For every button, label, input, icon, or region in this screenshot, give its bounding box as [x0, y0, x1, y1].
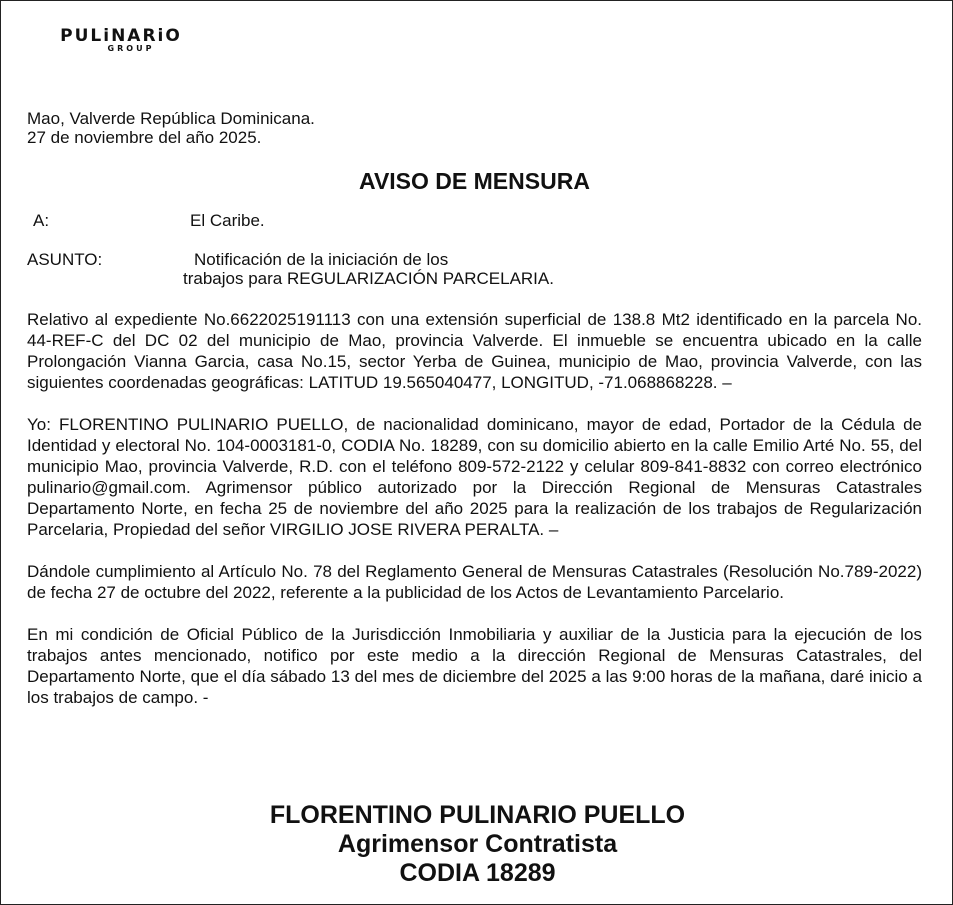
addressee-row	[27, 211, 922, 231]
logo-wordmark: PULiNARiO	[60, 26, 182, 46]
paragraph-regulation: Dándole cumplimiento al Artículo No. 78 del Reglamento General de Mensuras Catastrales (Resolución No.789-2022) de fecha 27 de octubre del 2022, referente a la publicidad de los Actos de Levantamiento Parcelario.	[27, 562, 922, 602]
subject-line-2: trabajos para REGULARIZACIÓN PARCELARIA.	[183, 269, 554, 288]
company-logo	[41, 27, 201, 53]
addressee-label: A:	[33, 211, 50, 230]
paragraph-surveyor: Yo: FLORENTINO PULINARIO PUELLO, de nacionalidad dominicano, mayor de edad, Portador de la Cédula de Identidad y electoral No. 104-0003181-0, CODIA No. 18289, con su domicilio abierto en la calle Emilio Arté No. 55, del municipio Mao, provincia Valverde, R.D. con el teléfono 809-572-2122 y celular 809-841-8832 con correo electrónico pulinario@gmail.com. Agrimensor público autorizado por la Dirección Regional de Mensuras Catastrales Departamento Norte, en fecha 25 de noviembre del año 2025 para la realización de los trabajos de Regularización Parcelaria, Propiedad del señor VIRGILIO JOSE RIVERA PERALTA. –	[27, 415, 922, 539]
paragraph-expediente: Relativo al expediente No.6622025191113 con una extensión superficial de 138.8 Mt2 identificado en la parcela No. 44-REF-C del DC 02 del municipio de Mao, provincia Valverde. El inmueble se encuentra ubicado en la calle Prolongación Vianna Garcia, casa No.15, sector Yerba de Guinea, municipio de Mao, provincia Valverde, con las siguientes coordenadas geográficas: LATITUD 19.565040477, LONGITUD, -71.068868228. –	[27, 310, 922, 392]
subject-line-1: Notificación de la iniciación de los	[194, 250, 449, 269]
date-line: 27 de noviembre del año 2025.	[27, 128, 262, 147]
notice-body	[27, 109, 922, 729]
logo-subtitle: GROUP	[107, 44, 155, 53]
place-line: Mao, Valverde República Dominicana.	[27, 109, 315, 128]
addressee-value: El Caribe.	[190, 211, 265, 230]
signature-codia: CODIA 18289	[399, 859, 556, 887]
subject-label: ASUNTO:	[27, 250, 103, 269]
notice-title: AVISO DE MENSURA	[359, 168, 590, 194]
signature-name: FLORENTINO PULINARIO PUELLO	[269, 801, 686, 829]
signature-role: Agrimensor Contratista	[337, 830, 618, 858]
paragraph-notification: En mi condición de Oficial Público de la Jurisdicción Inmobiliaria y auxiliar de la Justicia para la ejecución de los trabajos antes mencionado, notifico por este medio a la dirección Regional de Mensuras Catastrales, del Departamento Norte, que el día sábado 13 del mes de diciembre del 2025 a las 9:00 horas de la mañana, daré inicio a los trabajos de campo. -	[27, 625, 922, 707]
subject-row	[27, 250, 922, 290]
signature-block	[1, 801, 953, 888]
